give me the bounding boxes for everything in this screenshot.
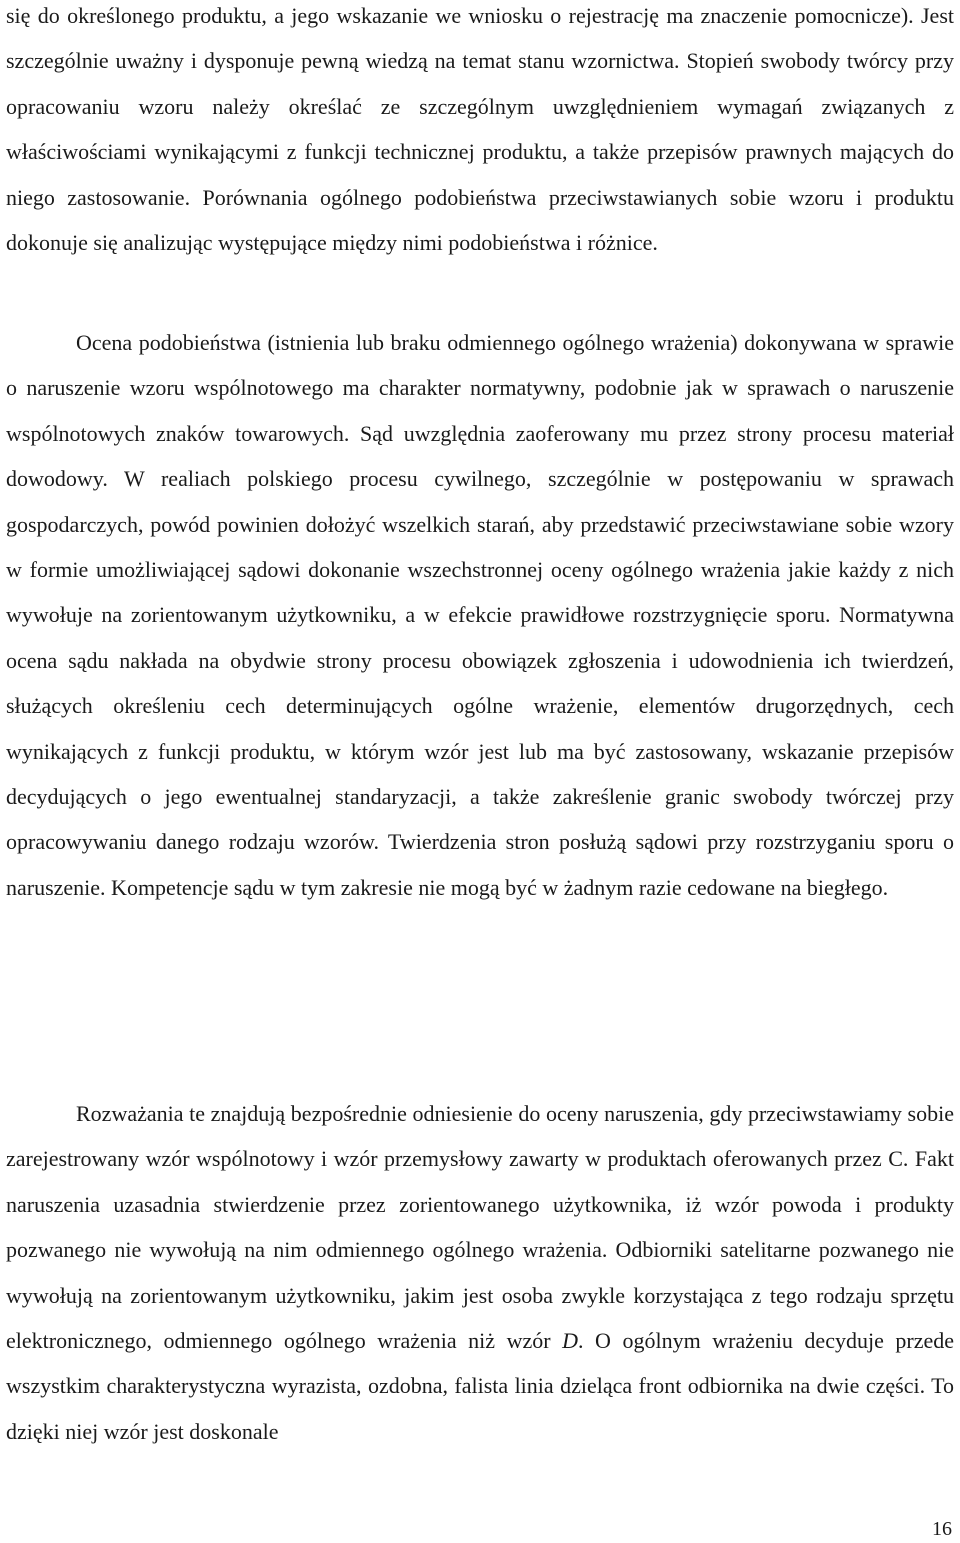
paragraph-1: się do określonego produktu, a jego wskazanie we wniosku o rejestrację ma znaczenie pomocnicze). Jest szczególnie uważny i dysponuje pewną wiedzą na temat stanu wzornictwa. Stopień swobody twórcy przy opracowaniu wzoru należy określać ze szczególnym uwzględnieniem wymagań związanych z właściwościami wynikającymi z funkcji technicznej produktu, a także przepisów prawnych mających do niego zastosowanie. Porównania ogólnego podobieństwa przeciwstawianych sobie wzoru i produktu dokonuje się analizując występujące między nimi podobieństwa i różnice.	[6, 3, 954, 256]
paragraph-2: Ocena podobieństwa (istnienia lub braku odmiennego ogólnego wrażenia) dokonywana w sprawie o naruszenie wzoru wspólnotowego ma charakter normatywny, podobnie jak w sprawach o naruszenie wspólnotowych znaków towarowych. Sąd uwzględnia zaoferowany mu przez strony procesu materiał dowodowy. W realiach polskiego procesu cywilnego, szczególnie w postępowaniu w sprawach gospodarczych, powód powinien dołożyć wszelkich starań, aby przedstawić przeciwstawiane sobie wzory w formie umożliwiającej sądowi dokonanie wszechstronnej oceny ogólnego wrażenia jakie każdy z nich wywołuje na zorientowanym użytkowniku, a w efekcie prawidłowe rozstrzygnięcie sporu. Normatywna ocena sądu nakłada na obydwie strony procesu obowiązek zgłoszenia i udowodnienia ich twierdzeń, służących określeniu cech determinujących ogólne wrażenie, elementów drugorzędnych, cech wynikających z funkcji produktu, w którym wzór jest lub ma być zastosowany, wskazanie przepisów decydujących o jego ewentualnej standaryzacji, a także zakreślenie granic swobody twórczej przy opracowywaniu danego rodzaju wzorów. Twierdzenia stron posłużą sądowi przy rozstrzyganiu sporu o naruszenie. Kompetencje sądu w tym zakresie nie mogą być w żadnym razie cedowane na biegłego.	[6, 330, 954, 900]
page-number: 16	[932, 1518, 952, 1540]
paragraph-3-italic-letter: D	[562, 1328, 579, 1354]
paragraph-3	[6, 1091, 954, 1454]
paragraph-3-text-a: Rozważania te znajdują bezpośrednie odniesienie do oceny naruszenia, gdy przeciwstawiamy sobie zarejestrowany wzór wspólnotowy i wzór przemysłowy zawarty w produktach oferowanych przez C. Fakt naruszenia uzasadnia stwierdzenie przez zorientowanego użytkownika, iż wzór powoda i produkty pozwanego nie wywołują na nim odmiennego ogólnego wrażenia. Odbiorniki satelitarne pozwanego nie wywołują na zorientowanym użytkowniku, jakim jest osoba zwykle korzystająca z tego rodzaju sprzętu elektronicznego, odmiennego ogólnego wrażenia niż wzór	[6, 1101, 954, 1354]
paragraph-3-text-b: . O ogólnym wrażeniu decyduje przede wszystkim charakterystyczna wyrazista, ozdobna, falista linia dzieląca front odbiornika na dwie części. To dzięki niej wzór jest doskonale	[6, 1328, 954, 1444]
